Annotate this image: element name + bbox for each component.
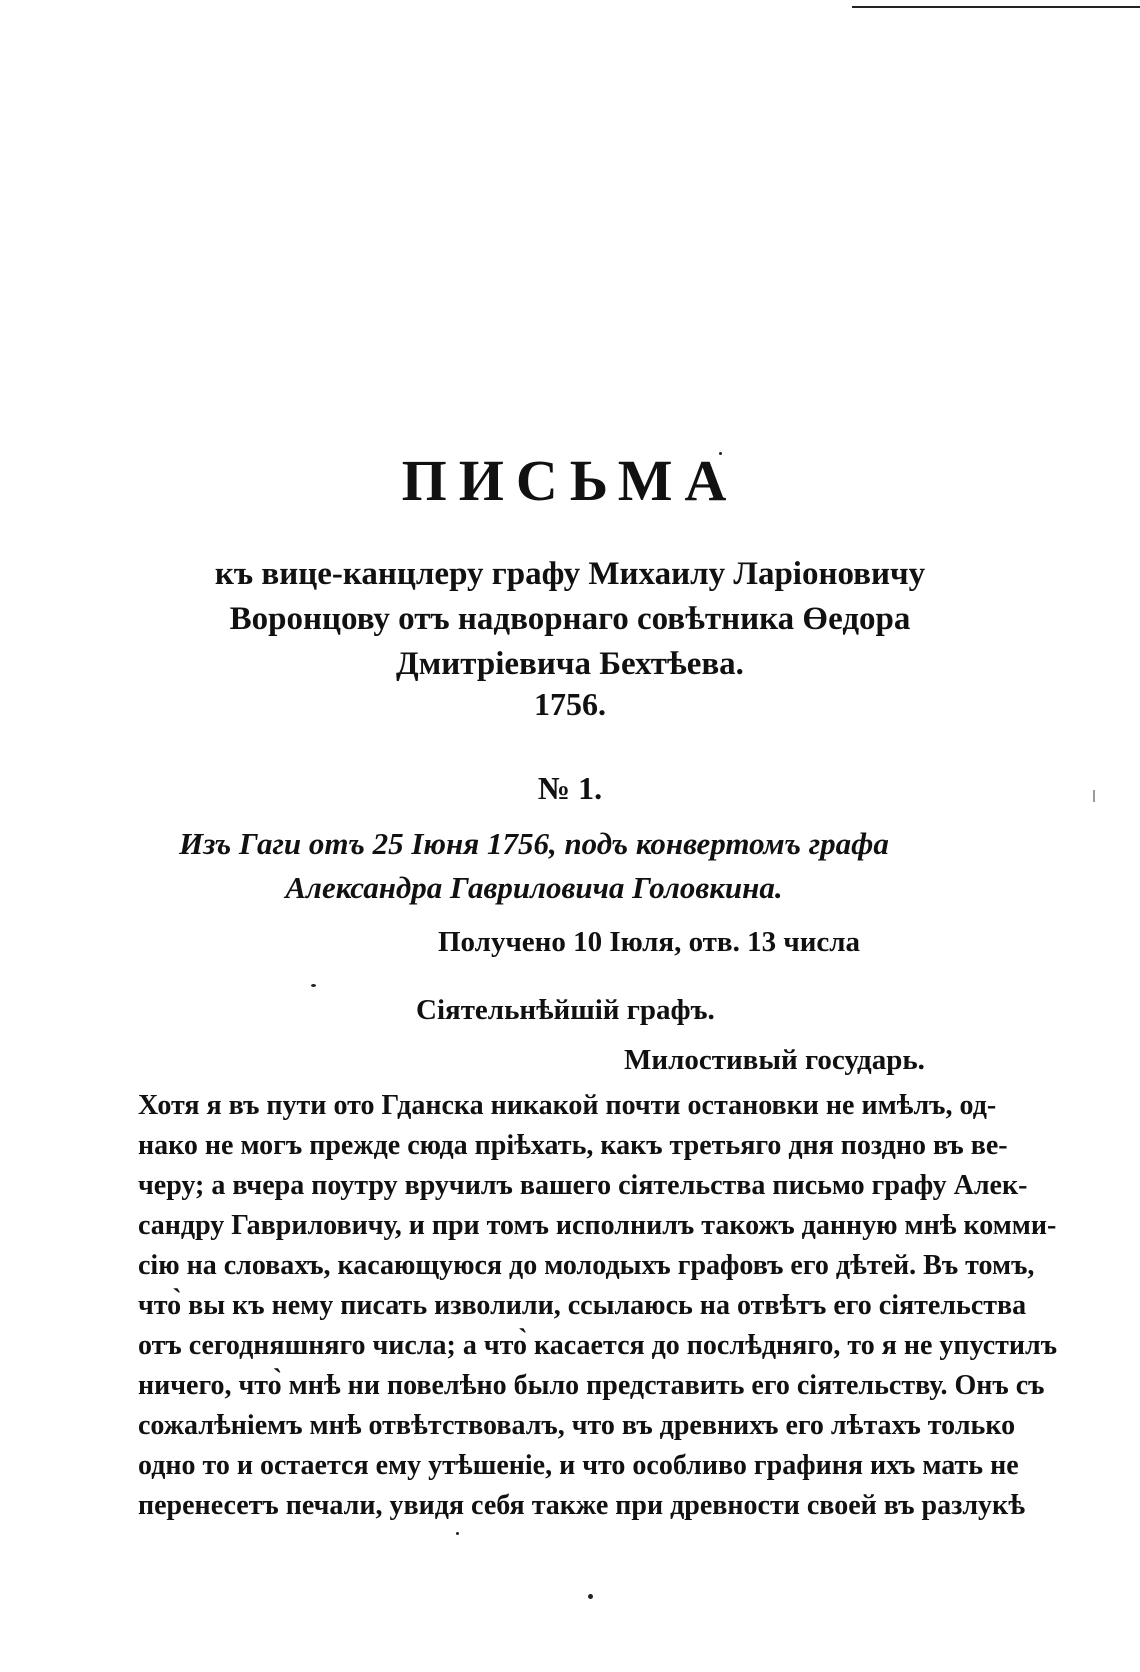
salutation-line-2: Милостивый государь. xyxy=(624,1044,925,1076)
year-heading: 1756. xyxy=(534,686,606,722)
body-line: что̀ вы къ нему писать изволили, ссылаюсь на отвѣтъ его сіятельства xyxy=(138,1290,1027,1321)
body-line: сандру Гавриловичу, и при томъ исполнилъ такожъ данную мнѣ комми- xyxy=(138,1210,1057,1241)
body-line: нако не могъ прежде сюда пріѣхать, какъ третьяго дня поздно въ ве- xyxy=(138,1130,1008,1161)
body-line: черу; а вчера поутру вручилъ вашего сіятельства письмо графу Алек- xyxy=(138,1170,1028,1201)
print-speck xyxy=(456,1532,459,1535)
letters-subtitle: къ вице-канцлеру графу Михаилу Ларіоновичу Воронцову отъ надворнаго совѣтника Өедора Дмитріевича Бехтѣева. xyxy=(214,556,926,682)
body-line: отъ сегодняшняго числа; а что̀ касается до послѣдняго, то я не упустилъ xyxy=(138,1330,1058,1361)
body-line: сожалѣніемъ мнѣ отвѣтствовалъ, что въ древнихъ его лѣтахъ только xyxy=(138,1410,1016,1441)
body-line: сію на словахъ, касающуюся до молодыхъ графовъ его дѣтей. Въ томъ, xyxy=(138,1250,1035,1281)
source-note: Изъ Гаги отъ 25 Іюня 1756, подъ конвертомъ графа Александра Гавриловича Головкина. xyxy=(179,826,889,905)
top-edge-rule xyxy=(852,6,1140,8)
body-line: одно то и остается ему утѣшеніе, и что особливо графиня ихъ мать не xyxy=(138,1450,1019,1481)
print-speck xyxy=(311,984,316,987)
salutation-line-1: Сіятельнѣйшій графъ. xyxy=(416,994,715,1026)
page-title: ПИСЬМА xyxy=(401,448,739,513)
body-line: ничего, что̀ мнѣ ни повелѣно было представить его сіятельству. Онъ съ xyxy=(138,1370,1045,1401)
letter-body xyxy=(138,1086,1058,1526)
letter-number: № 1. xyxy=(537,770,603,806)
received-note: Получено 10 Іюля, отв. 13 числа xyxy=(438,926,861,958)
print-speck xyxy=(588,1594,593,1599)
body-line: перенесетъ печали, увидя себя также при древности своей въ разлукѣ xyxy=(138,1490,1025,1521)
body-line: Хотя я въ пути ото Гданска никакой почти остановки не имѣлъ, од- xyxy=(138,1090,997,1121)
